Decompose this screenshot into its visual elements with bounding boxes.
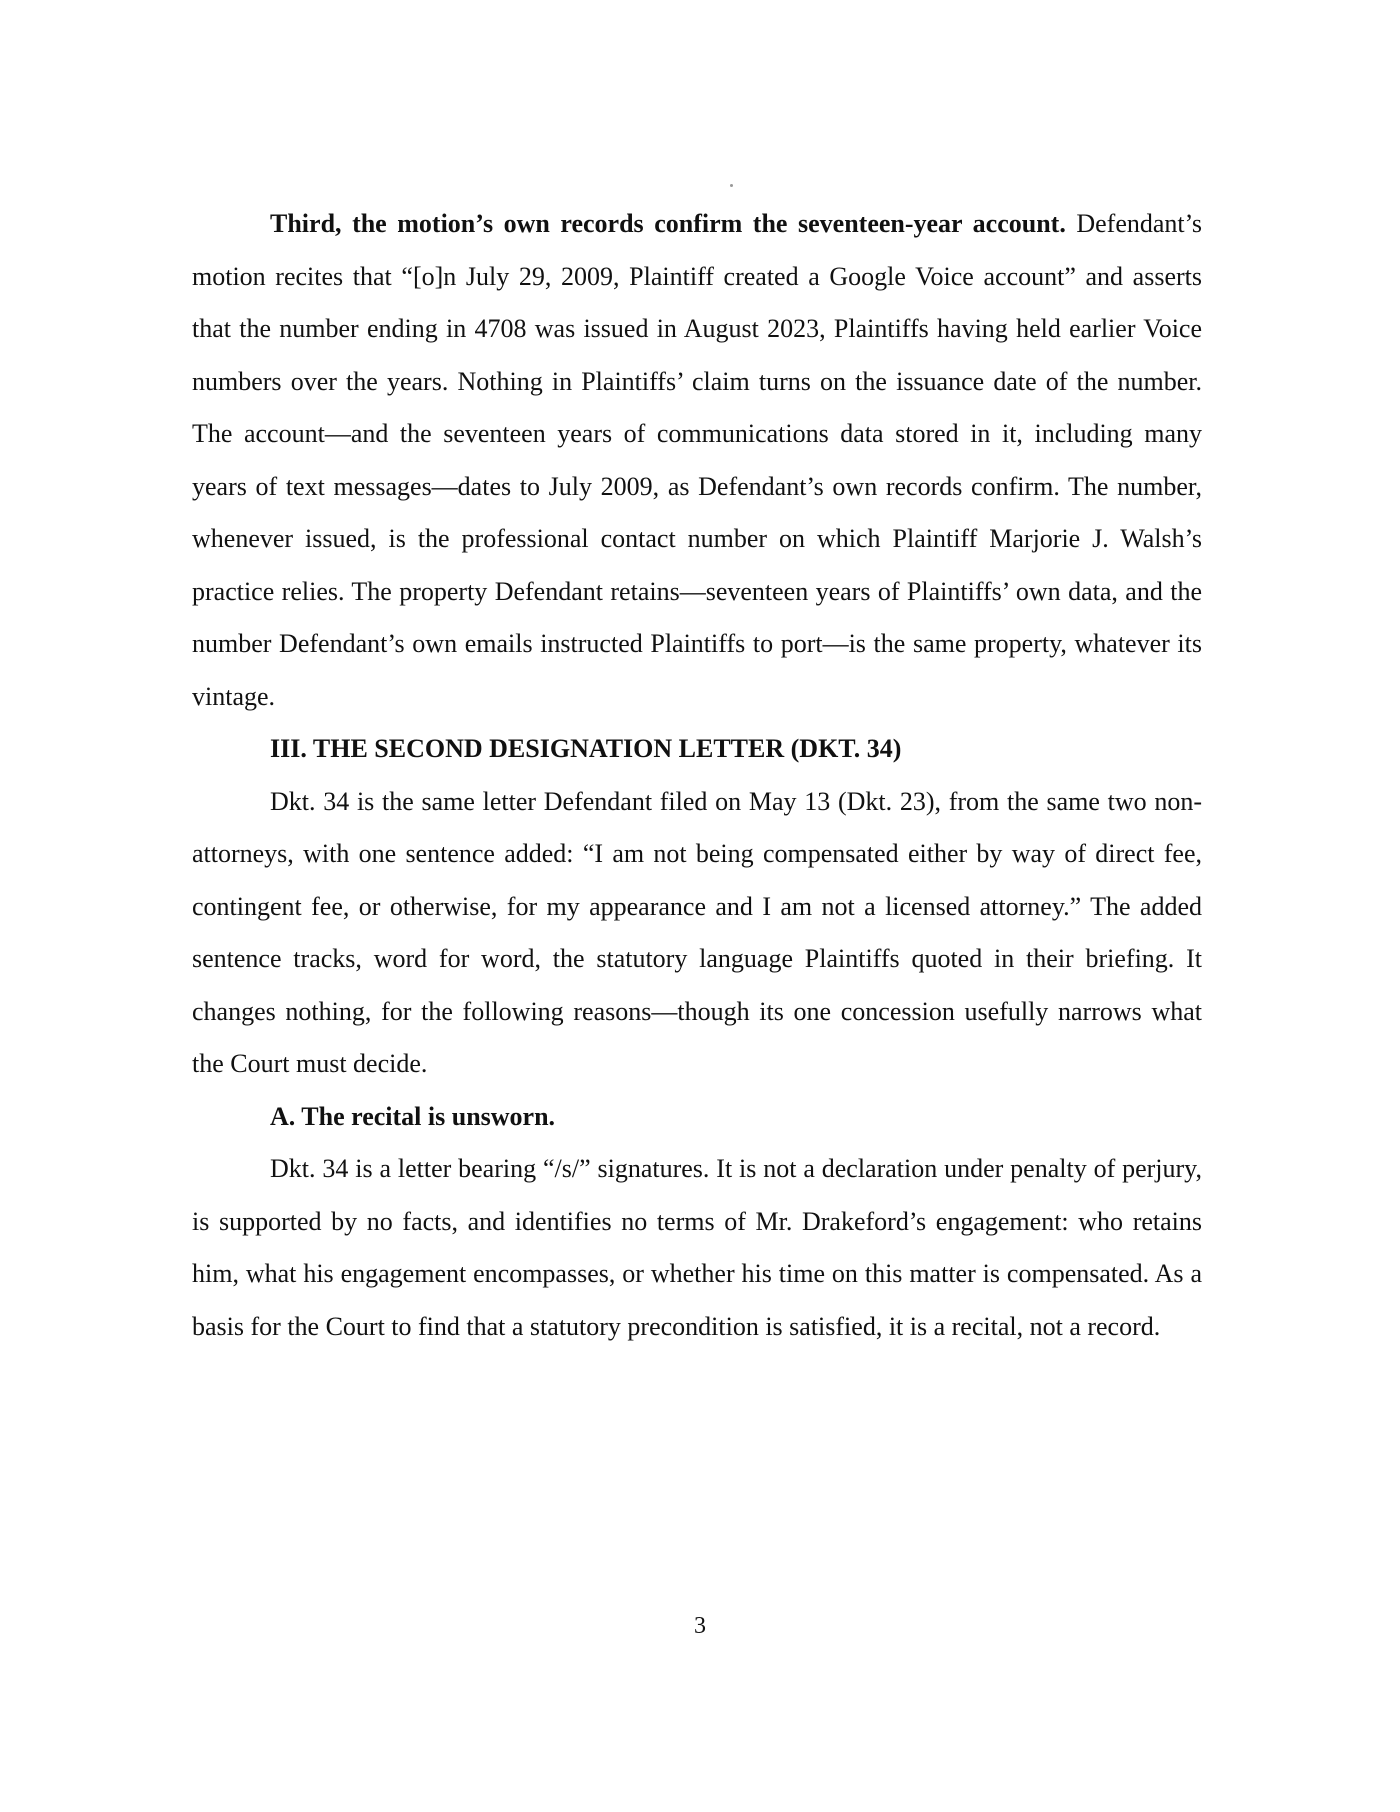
- paragraph-designation-letter: Dkt. 34 is the same letter Defendant filed on May 13 (Dkt. 23), from the same two non-attorneys, with one sentence added: “I am not being compensated either by way of direct fee, contingent fee, or otherwise, for my appearance and I am not a licensed attorney.” The added sentence tracks, word for word, the statutory language Plaintiffs quoted in their briefing. It changes nothing, for the following reasons—though its one concession usefully narrows what the Court must decide.: [192, 786, 1202, 1078]
- paragraph-body-text: Defendant’s motion recites that “[o]n July 29, 2009, Plaintiff created a Google Voice account” and asserts that the number ending in 4708 was issued in August 2023, Plaintiffs having held earlier Voice numbers over the years. Nothing in Plaintiffs’ claim turns on the issuance date of the number. The account—and the seventeen years of communications data stored in it, including many years of text messages—dates to July 2009, as Defendant’s own records confirm. The number, whenever issued, is the professional contact number on which Plaintiff Marjorie J. Walsh’s practice relies. The property Defendant retains—seventeen years of Plaintiffs’ own data, and the number Defendant’s own emails instructed Plaintiffs to port—is the same property, whatever its vintage.: [192, 209, 1202, 711]
- paragraph-lead-heading: Third, the motion’s own records confirm the seventeen-year account.: [270, 209, 1066, 238]
- section-heading: III. THE SECOND DESIGNATION LETTER (DKT. 34): [270, 734, 902, 763]
- paragraph-motion-records: [192, 198, 1202, 723]
- page-body: [192, 198, 1202, 1353]
- scan-mark: [730, 184, 733, 187]
- page-number: 3: [694, 1613, 706, 1639]
- subsection-heading: A. The recital is unsworn.: [270, 1101, 556, 1131]
- paragraph-unsworn-recital: Dkt. 34 is a letter bearing “/s/” signatures. It is not a declaration under penalty of perjury, is supported by no facts, and identifies no terms of Mr. Drakeford’s engagement: who retains him, what his engagement encompasses, or whether his time on this matter is compensated. As a basis for the Court to find that a statutory precondition is satisfied, it is a recital, not a record.: [192, 1154, 1202, 1341]
